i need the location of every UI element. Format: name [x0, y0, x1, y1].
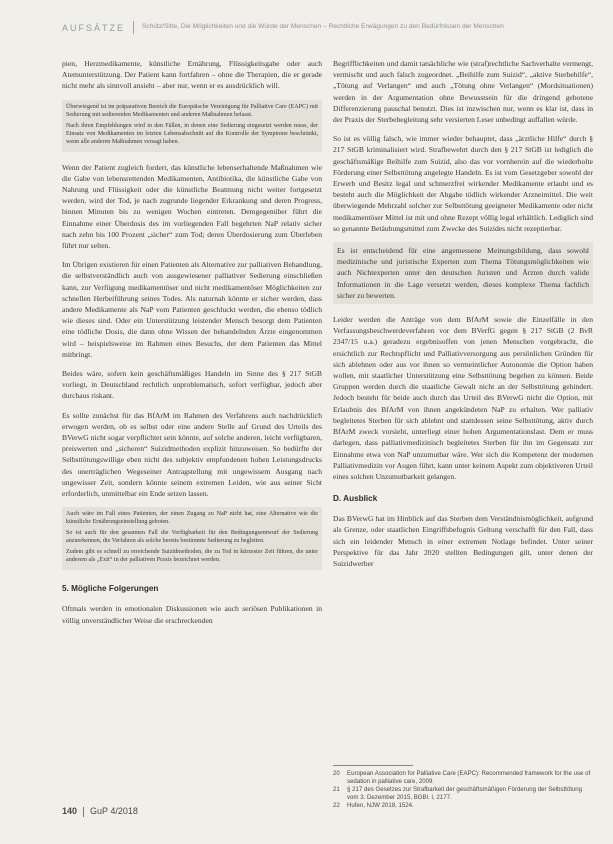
- paragraph: Begrifflichkeiten und damit tatsächliche wie (straf)rechtliche Sachverhalte vermengt, vermischt und auch falsch zugeordnet. „Beihilfe zum Suizid“, „aktive Sterbehilfe“, „Tötung auf Verlangen“ und auch „Tötung ohne Verlangen“ (Mordsituationen) werden in der Argumentation ohne Bewusstsein für die dringend gebotene Differenzierung pauschal benutzt. Dies ist inzwischen nur, wenn es klar ist, dass in der Praxis der Sterbebegleitung sehr versierten Leser unbedingt auffallen würde.: [333, 59, 593, 125]
- footnote: [333, 786, 593, 801]
- footnotes: [333, 765, 593, 811]
- highlight-box: [333, 242, 593, 304]
- paragraph: Es sollte zunächst für das BfArM im Rahmen des Verfahrens auch nachdrücklich erwogen werden, ob es selbst oder eine andere Stelle auf Grund des Urteils des BVerwG nicht sogar verpflichtet sein könnte, auf solche anderen, leicht verfügbaren, preiswerten und „sicheren“ Suizidmethoden explizit hinzuweisen. So bedürfte der Selbsttötungswillige eben nicht des subjektiv empfundenen hohen Leistungsdrucks des unerträglichen Wegeseiner Antragstellung mit ungewissem Ausgang nach ungewisser Zeit, sondern könnte seinem extremen Leiden, wie aus seiner Sicht erforderlich, unmittelbar ein Ende setzen lassen.: [62, 410, 322, 499]
- paragraph: Das BVerwG hat im Hinblick auf das Sterben dem Verständnismöglichkeit, aufgrund als Grenze, oder staatlichen Eingriffsbefugnis Geltung verschafft für den Fall, dass sich ein leidender Mensch in einer extremen Notlage befindet. Unter seiner Perspektive für das Jahr 2020 stellten Bedingungen gilt, unter denen der Suizidwerber: [333, 514, 593, 568]
- note-line: So ist auch für den gesamten Fall die Verfügbarkeit für den Bedingungsentwurf der Sedierung anzuerkennen, die Verfahren als solche bereits bestimmte Sedierung zu begleiten.: [66, 530, 318, 545]
- note-line: Zudem gibt es schnell zu erreichende Suizidmethoden, die zu Tod in kürzester Zeit führen, die unter anderem als „Exit“ in der palliativen Praxis bezeichnet werden.: [66, 549, 318, 564]
- footnote-text: European Association for Palliative Care (EAPC): Recommended framework for the use of sedation in palliative care, 2009.: [347, 770, 591, 785]
- left-column: [62, 58, 322, 736]
- paragraph: Wenn der Patient zugleich fordert, das künstliche lebenserhaltende Maßnahmen wie die Gabe von lebensrettenden Medikamenten, Antibiotika, die künstliche Gabe von Nahrung und Flüssigkeit oder die künstliche Beatmung nicht weiter fortgesetzt werden, wird der Tod, je nach zugrunde liegender Erkrankung und deren Progress, binnen Minuten bis zu wenigen Wochen eintreten. Demgegenüber führt die Einnahme einer Überdosis des im vorliegenden Fall begehrten NaP relativ sicher nach zehn bis 100 Prozent „sicher“ zum Tod; deren Überdosierung zum Überleben führt nur selten.: [62, 162, 322, 251]
- header-divider: [133, 21, 134, 34]
- note-line: Nach ihren Empfehlungen wird in den Fällen, in denen eine Sedierung eingesetzt werden muss, der Einsatz von Medikamenten im letzten Lebensabschnitt auf die Kontrolle der Symptome beschränkt, wenn alle anderen Maßnahmen versagt haben.: [66, 122, 318, 145]
- footnote-number: 22: [333, 802, 340, 810]
- paragraph: Oftmals werden in emotionalen Diskussionen wie auch seriösen Publikationen in völlig unverständlicher Weise die erschreckenden: [62, 604, 322, 625]
- inline-note-box: [62, 507, 322, 570]
- section-heading: 5. Mögliche Folgerungen: [62, 584, 159, 594]
- footnote-number: 21: [333, 786, 340, 794]
- page-header: [0, 0, 613, 40]
- page-number: 140: [62, 806, 78, 816]
- page-footer: [62, 806, 138, 817]
- section-heading: D. Ausblick: [333, 494, 378, 504]
- footnote: [333, 802, 593, 810]
- note-line: Auch wäre im Fall eines Patienten, der einen Zugang zu NaP nicht hat, eine Alternative wie die künstliche Ernährungseinstellung geboten.: [66, 511, 318, 526]
- footnote-text: Hufen, NJW 2018, 1524.: [347, 802, 414, 810]
- paragraph: So ist es völlig falsch, wie immer wieder behauptet, dass „ärztliche Hilfe“ durch § 217 StGB kriminalisiert wird. Strafbewehrt durch den § 217 StGB ist lediglich die geschäftsmäßige Beihilfe zum Suizid, also das vor vornherein auf die wiederholte Förderung einer Selbsttötung angelegte Handeln. Es ist vom Gesetzgeber sowohl der Erwerb und Besitz legal und schmerzfrei wirkender Medikamente erlaubt und es besteht auch die Möglichkeit der Abgabe tödlich wirkender Arzneimittel. Die weit überwiegende Mehrzahl solcher zur Selbsttötung geeigneter Medikamente oder nicht medikamentöser Mittel ist mit und ohne Rezept völlig legal erhältlich. Lediglich sind so genannte Betäubungsmittel zum Zwecke des Suizides nicht rezeptierbar.: [333, 134, 593, 233]
- note-line: Überwiegend ist im präparativen Bereich die Europäische Vereinigung für Palliative Care (EAPC) mit Sedierung mit sedierenden Medikamenten und anderen Maßnahmen befasst.: [66, 103, 318, 118]
- footer-divider: [83, 807, 84, 817]
- journal-issue: GuP 4/2018: [90, 806, 138, 816]
- paragraph: Im Übrigen existieren für einen Patienten als Alternative zur palliativen Behandlung, die selbstverständlich auch von ausgewiesener palliativer Sedierung einschließen kann, zur Verfügung medikamentöser und nicht medikamentöser Möglichkeiten zur schnellen Herbeiführung seines Todes. Als naturnah könnte er sicher werden, dass andere Medikamente als NaP vom Patienten geschluckt werden, die ebenso tödlich wie dieses sind. Oder ein Unterstützung leistender Mensch besorgt dem Patienten eine tödliche Dosis, die dann ohne Wissen der behandelnden Ärzte eingenommen wird – beispielsweise im Rahmen eines Besuchs, der dem Patienten das Mittel mitbringt.: [62, 260, 322, 359]
- right-column: [333, 58, 593, 758]
- running-header: Schütz/Sitte, Die Möglichkeiten und die Würde der Menschen – Rechtliche Erwägungen zu den Bedürfnissen der Menschen: [142, 23, 504, 30]
- section-kicker: AUFSÄTZE: [62, 23, 126, 33]
- paragraph: Es ist entscheidend für eine angemessene Meinungsbildung, dass sowohl medizinische und juristische Experten zum Thema Tötungsmöglichkeiten wie auch Nichtexperten unter den deutschen Juristen und Ärzten durch valide Informationen in die Lage versetzt werden, dieses komplexe Thema fachlich sicher zu bewerten.: [337, 246, 589, 300]
- footnote: [333, 770, 593, 785]
- footnote-text: § 217 des Gesetzes zur Strafbarkeit der geschäftsmäßigen Förderung der Selbsttötung vom 3. Dezember 2015, BGBl. I, 2177.: [347, 786, 583, 801]
- footnote-number: 20: [333, 770, 340, 777]
- footnote-rule: [333, 765, 413, 766]
- paragraph: pien, Herzmedikamente, künstliche Ernährung, Flüssigkeitsgabe oder auch Atemunterstützung. Der Patient kann fortfahren – ohne die Therapien, die er gerade nicht mehr als sinnvoll ansieht – aber nur, wenn er es ausdrücklich will.: [62, 59, 322, 91]
- paragraph: Beides wäre, sofern kein geschäftsmäßiges Handeln im Sinne des § 217 StGB vorliegt, in Deutschland rechtlich unproblematisch, sofort verfügbar, jedoch aber durchaus riskant.: [62, 369, 322, 401]
- paragraph: Leider werden die Anträge von dem BfArM sowie die Einzelfälle in den Verfassungsbeschwerdeverfahren vor dem BVerfG gegen § 217 StGB (2 BvR 2347/15 u.a.) geradezu ergebnisoffen von jenen Menschen vorgebracht, die ersichtlich zur Rechtspflicht und Palliativversorgung aus persönlichen Gründen für sich ablehnen oder aus vor ihnen so vermeintlicher Autonomie die Option haben wollen, mit staatlicher Unterstützung eine Selbsttötung begehen zu können. Beide Gruppen werden durch die staatliche Gewalt nicht an der Selbsttötung gehindert. Jedoch besteht für beide auch durch das Urteil des BVerwG nicht die Option, mit Erlaubnis des BfArM von ihnen angekündeten NaP zu erhalten. Wer palliativ begleitetes Sterben für sich ablehnt und stattdessen seine Selbsttötung, aktiv durch BfArM zweck vorsieht, unterliegt einer hohen Argumentationslast. Dem er muss darlegen, dass palliativmedizinisch begleitetes Sterben für ihn im Gegensatz zur Einnahme etwa von NaP unzumutbar wäre. Wer sich die Kompetenz der modernen Palliativmedizin vor Augen führt, kann unter keinem Aspekt zum objektiveren Urteil eines solchen Unzumutbarkeit gelangen.: [333, 315, 593, 481]
- inline-note-box: [62, 100, 322, 152]
